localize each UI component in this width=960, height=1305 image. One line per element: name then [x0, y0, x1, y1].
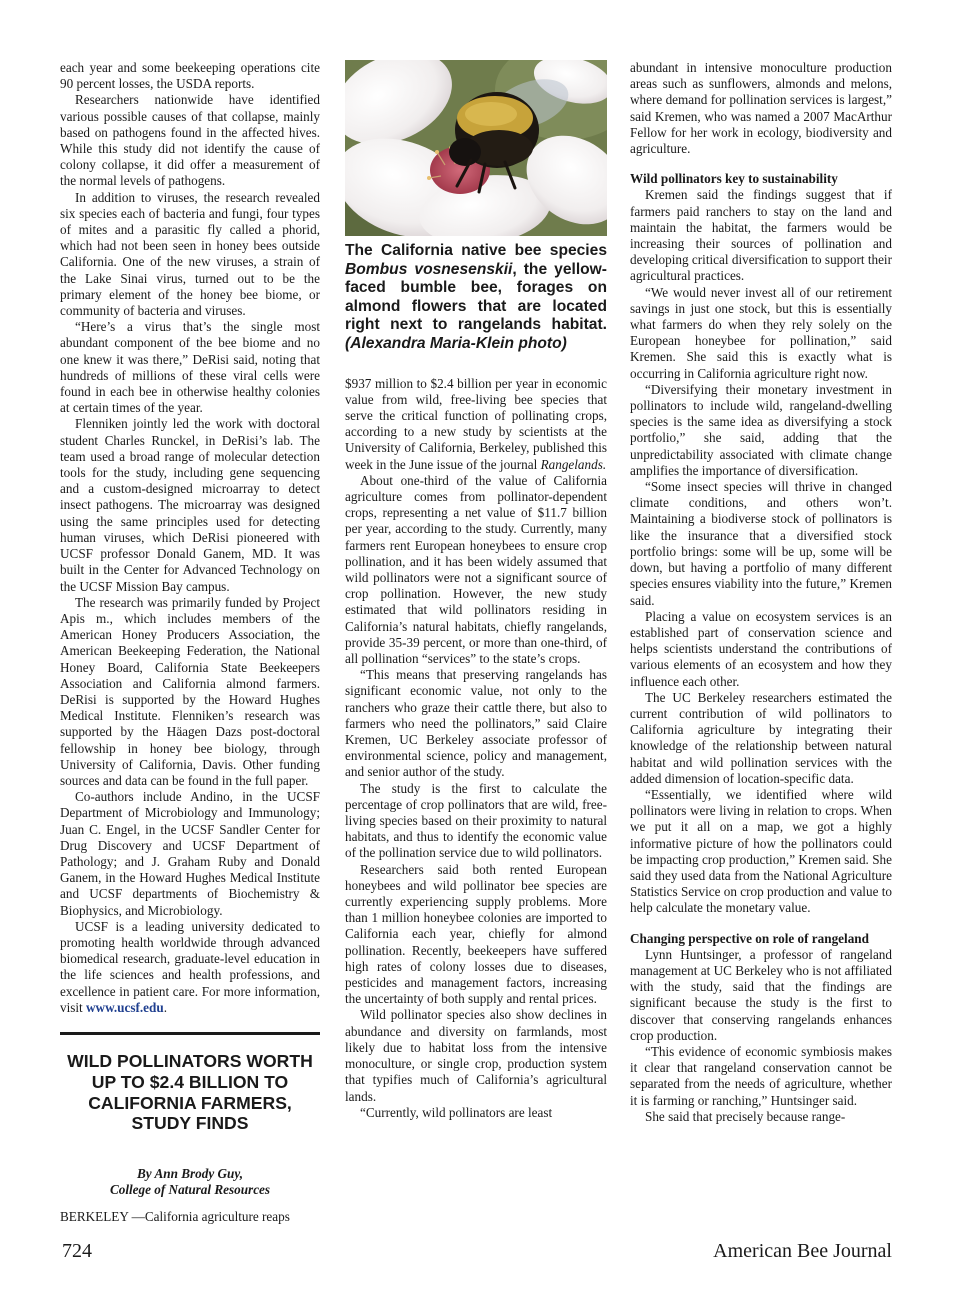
column-middle — [345, 60, 607, 1121]
ucsf-paragraph-end: . — [163, 999, 167, 1015]
body-paragraph: The research was primarily funded by Project Apis m., which includes members of the American Honey Producers Association, the American Beekeeping Federation, the National Honey Board, California State Beekeepers Association and California almond farmers. DeRisi is supported by the Howard Hughes Medical Institute. Flenniken’s research was supported by the Häagen Dazs post-doctoral fellowship in honey bee biology, through University of California, Davis. Other funding sources and data can be found in the full paper. — [60, 594, 320, 788]
byline-author: By Ann Brody Guy, — [136, 1166, 243, 1182]
body-paragraph: She said that precisely because range- — [645, 1108, 846, 1124]
body-paragraph: “We would never invest all of our retirement savings in just one stock, but this is essentially what farmers do when they rely solely on the European honeybee for pollination,” said Kremen. She said this is exactly what is occurring in California agriculture right now. — [630, 284, 892, 381]
body-paragraph-lead — [345, 376, 607, 473]
body-paragraph: Lynn Huntsinger, a professor of rangeland management at UC Berkeley who is not affiliated with the study, said that the findings are significant because the study is the first to discover that conserving rangelands enhances crop production. — [630, 946, 892, 1043]
photo-caption — [345, 242, 607, 354]
body-paragraph-ucsf — [60, 919, 320, 1016]
lead-paragraph-text: $937 million to $2.4 billion per year in economic value from wild, free-living bee species that serve the critical function of pollinating crops, according to a new study by scientists at the University of California, Berkeley, published this week in the June issue of the journal — [345, 375, 607, 472]
body-paragraph: Flenniken jointly led the work with doctoral student Charles Runckel, in DeRisi’s lab. The team used a broad range of molecular detection tools for the study, including gene sequencing and a custom-designed microarray to detect insect pathogens. The microarray was designed using the same principles used for detecting human viruses, which DeRisi pioneered with UCSF professor Donald Ganem, MD. It was built in the Center for Advanced Technology on the UCSF Mission Bay campus. — [60, 416, 320, 594]
body-paragraph: Co-authors include Andino, in the UCSF Department of Microbiology and Immunology; Juan C. Engel, in the UCSF Sandler Center for Drug Discovery and UCSF Department of Pathology; and J. Graham Ruby and Donald Ganem, in the Howard Hughes Medical Institute and UCSF departments of Biochemistry & Biophysics, and Microbiology. — [60, 789, 320, 918]
body-paragraph: “Some insect species will thrive in changed climate conditions, and others won’t. Maintaining a biodiverse stock of pollinators is like the insurance that a diversified stock portfolio brings: some will be up, some will be down, but having a portfolio of many different species ensures viability into the future,” Kremen said. — [630, 479, 892, 608]
journal-title-rangelands: Rangelands. — [540, 456, 607, 472]
body-paragraph: Researchers said both rented European honeybees and wild pollinator bee species are currently experiencing supply problems. More than 1 million honeybee colonies are imported to California each year, chiefly for almond pollination. Recently, beekeepers have suffered high rates of colony losses due to diseases, pesticides and management factors, increasing the uncertainty of both supply and rental prices. — [345, 861, 607, 1007]
body-paragraph: “This means that preserving rangelands has significant economic value, not only to the ranchers who graze their cattle there, but also to farmers who need the pollinators,” said Claire Kremen, UC Berkeley associate professor of environmental science, policy and management, and senior author of the study. — [345, 667, 607, 780]
bumble-bee-on-flower-illustration — [345, 60, 607, 236]
body-paragraph-continued: abundant in intensive monoculture production areas such as sunflowers, almonds and melons, where demand for pollination services is largest,” said Kremen, who was named a 2007 MacArthur Fellow for her work in ecology, biodiversity and agriculture. — [630, 60, 892, 157]
body-paragraph: “Diversifying their monetary investment in pollinators to include wild, rangeland-dwelling species is the same idea as diversifying a stock portfolio,” she said, adding that the unpredictability associated with climate change amplifies the importance of diversification. — [630, 381, 892, 478]
page-number: 724 — [62, 1240, 92, 1262]
subhead-changing-perspective: Changing perspective on role of rangeland — [630, 930, 869, 946]
body-paragraph: Kremen said the findings suggest that if farmers paid ranchers to stay on the land and maintain the habitat, the farmers would be increasing their sources of pollination and developing critical diversification to support their agricultural practices. — [630, 187, 892, 284]
dateline: BERKELEY —California agriculture reaps — [60, 1208, 290, 1224]
column-left-paragraphs — [60, 60, 320, 1016]
article-headline: WILD POLLINATORS WORTH UP TO $2.4 BILLION TO CALIFORNIA FARMERS, STUDY FINDS — [67, 1050, 313, 1134]
ucsf-paragraph-text: UCSF is a leading university dedicated to promoting health worldwide through advanced biomedical research, graduate-level education in the life sciences and health professions, and excellence in patient care. For more information, visit — [60, 918, 320, 1015]
column-right — [630, 60, 892, 1125]
body-paragraph: “Essentially, we identified where wild pollinators were living in relation to crops. When we put it all on a map, we got a highly informative picture of how the pollinators could be impacting crop production,” Kremen said. She said they used data from the National Agriculture Statistics Service on crop production and value to help calculate the monetary value. — [630, 786, 892, 916]
body-paragraph: Wild pollinator species also show declines in abundance and diversity on farmlands, most likely due to habitat loss from the intensive monoculture, or single crop, production system that typifies much of California’s agricultural lands. — [345, 1007, 607, 1104]
bumble-bee-photo — [345, 60, 607, 236]
byline-affiliation: College of Natural Resources — [109, 1182, 271, 1198]
journal-name: American Bee Journal — [713, 1240, 892, 1262]
body-paragraph: The study is the first to calculate the percentage of crop pollinators that are wild, free-living species based on their proximity to natural habitats, and thus to identify the economic value of the pollination service due to wild pollinators. — [345, 780, 607, 861]
caption-text-start: The California native bee species — [345, 242, 607, 259]
subhead-wild-pollinators: Wild pollinators key to sustainability — [630, 171, 838, 187]
body-paragraph: “Here’s a virus that’s the single most abundant component of the bee biome and no one knew it was there,” DeRisi said, noting that hundreds of millions of these viral cells were found in each bee in otherwise healthy colonies at certain times of the year. — [60, 319, 320, 416]
body-paragraph: “Currently, wild pollinators are least — [360, 1104, 553, 1120]
caption-species-name: Bombus vosnesenskii — [345, 260, 513, 278]
body-paragraph: each year and some beekeeping operations cite 90 percent losses, the USDA reports. — [60, 60, 320, 92]
body-paragraph: “This evidence of economic symbiosis makes it clear that rangeland conservation cannot be separated from the needs of agriculture, whether it is farming or ranching,” Huntsinger said. — [630, 1043, 892, 1108]
body-paragraph: About one-third of the value of California agriculture comes from pollinator-dependent crops, representing a net value of $11.7 billion per year, according to the study. Currently, many farmers rent European honeybees to ensure crop pollination, and it has been widely assumed that wild pollinators were not a significant source of crop pollination. However, the new study estimated that wild pollinators residing in California’s natural habitats, chiefly rangelands, provide 35-39 percent, or more than one-third, of all pollination “services” to the state’s crops. — [345, 472, 607, 667]
body-paragraph: In addition to viruses, the research revealed six species each of bacteria and fungi, four types of mites and a parasitic fly called a phorid, which had not been seen in honey bees outside California. One of the new viruses, a strain of the Lake Sinai virus, turned out to be the primary element of the honey bee biome, or community of bacteria and viruses. — [60, 189, 320, 319]
caption-text-middle: , the yellow-faced bumble bee, forages on almond flowers that are located right next to rangelands habitat. — [345, 260, 608, 334]
body-paragraph: Researchers nationwide have identified various possible causes of that collapse, mainly based on pathogens found in the affected hives. While this study did not identify the cause of colony collapse, it did offer a measurement of the normal levels of pathogens. — [60, 92, 320, 189]
ucsf-website-link[interactable]: www.ucsf.edu — [86, 999, 164, 1015]
body-paragraph: Placing a value on ecosystem services is an established part of conservation science and helps scientists understand the contributions of various elements of an ecosystem and how they influence each other. — [630, 608, 892, 689]
column-left — [60, 60, 320, 1225]
caption-photo-credit: (Alexandra Maria-Klein photo) — [345, 334, 567, 352]
article-header — [60, 1032, 320, 1225]
body-paragraph: The UC Berkeley researchers estimated the current contribution of wild pollinators to California agriculture by integrating their knowledge of the relationship between natural habitat and wild pollination services with the added dimension of location-specific data. — [630, 689, 892, 786]
